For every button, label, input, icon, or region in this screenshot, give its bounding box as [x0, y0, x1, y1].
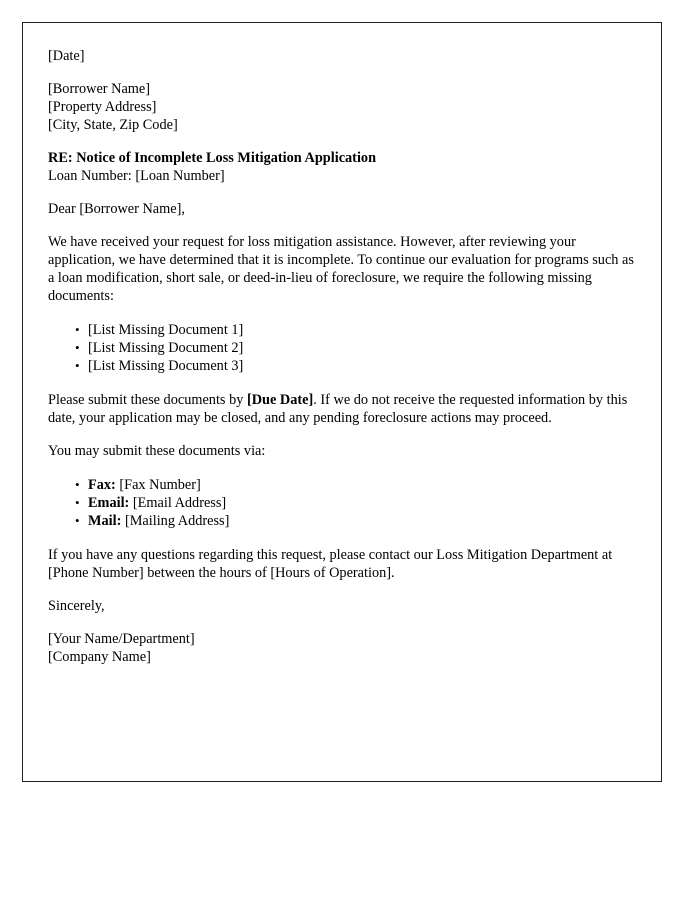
spacer	[48, 460, 636, 476]
spacer	[48, 615, 636, 630]
list-item	[88, 512, 636, 530]
contact-paragraph: If you have any questions regarding this request, please contact our Loss Mitigation Department at [Phone Number] between the hours of [Hours of Operation].	[48, 547, 613, 581]
signature-block	[48, 630, 636, 666]
recipient-line-city-state-zip: [City, State, Zip Code]	[48, 117, 178, 133]
submission-method-value: [Fax Number]	[119, 477, 201, 493]
spacer	[48, 530, 636, 546]
submission-methods-list	[48, 476, 636, 530]
list-item	[88, 494, 636, 512]
spacer	[48, 582, 636, 597]
recipient-line-property-address: [Property Address]	[48, 99, 157, 115]
list-item	[88, 357, 636, 375]
submission-method-label: Email:	[88, 495, 130, 511]
submission-method-label: Mail:	[88, 513, 122, 529]
letter-frame	[22, 22, 662, 782]
letter-body	[48, 47, 636, 666]
list-item	[88, 321, 636, 339]
submission-method-label: Fax:	[88, 477, 116, 493]
deadline-text-before: Please submit these documents by	[48, 392, 247, 408]
intro-paragraph: We have received your request for loss mitigation assistance. However, after reviewing your application, we have determined that it is incomplete. To continue our evaluation for programs such as a loan modification, short sale, or deed-in-lieu of foreclosure, we require the following missing documents:	[48, 234, 634, 304]
date-line: [Date]	[48, 48, 85, 64]
missing-documents-list	[48, 321, 636, 375]
salutation: Dear [Borrower Name],	[48, 201, 185, 217]
spacer	[48, 375, 636, 391]
missing-document-label: [List Missing Document 1]	[88, 322, 244, 338]
missing-document-label: [List Missing Document 2]	[88, 340, 244, 356]
missing-document-label: [List Missing Document 3]	[88, 358, 244, 374]
list-item	[88, 339, 636, 357]
closing: Sincerely,	[48, 598, 105, 614]
spacer	[48, 134, 636, 149]
submission-intro: You may submit these documents via:	[48, 443, 266, 459]
submission-method-value: [Mailing Address]	[124, 513, 230, 529]
submission-method-value: [Email Address]	[132, 495, 227, 511]
deadline-paragraph	[48, 391, 636, 427]
recipient-line-borrower-name: [Borrower Name]	[48, 81, 151, 97]
spacer	[48, 305, 636, 321]
subject-block	[48, 149, 636, 185]
due-date-placeholder: [Due Date]	[246, 392, 314, 408]
spacer	[48, 65, 636, 80]
deadline-text-after: . If we do not receive the requested information by this date, your application may be closed, and any pending foreclosure actions may proceed.	[48, 392, 628, 426]
spacer	[48, 218, 636, 233]
list-item	[88, 476, 636, 494]
spacer	[48, 185, 636, 200]
loan-number-line: Loan Number: [Loan Number]	[48, 168, 225, 184]
recipient-block	[48, 80, 636, 134]
subject-line: RE: Notice of Incomplete Loss Mitigation Application	[48, 150, 377, 166]
signature-line-company: [Company Name]	[48, 649, 151, 665]
signature-line-name: [Your Name/Department]	[48, 631, 195, 647]
spacer	[48, 427, 636, 442]
